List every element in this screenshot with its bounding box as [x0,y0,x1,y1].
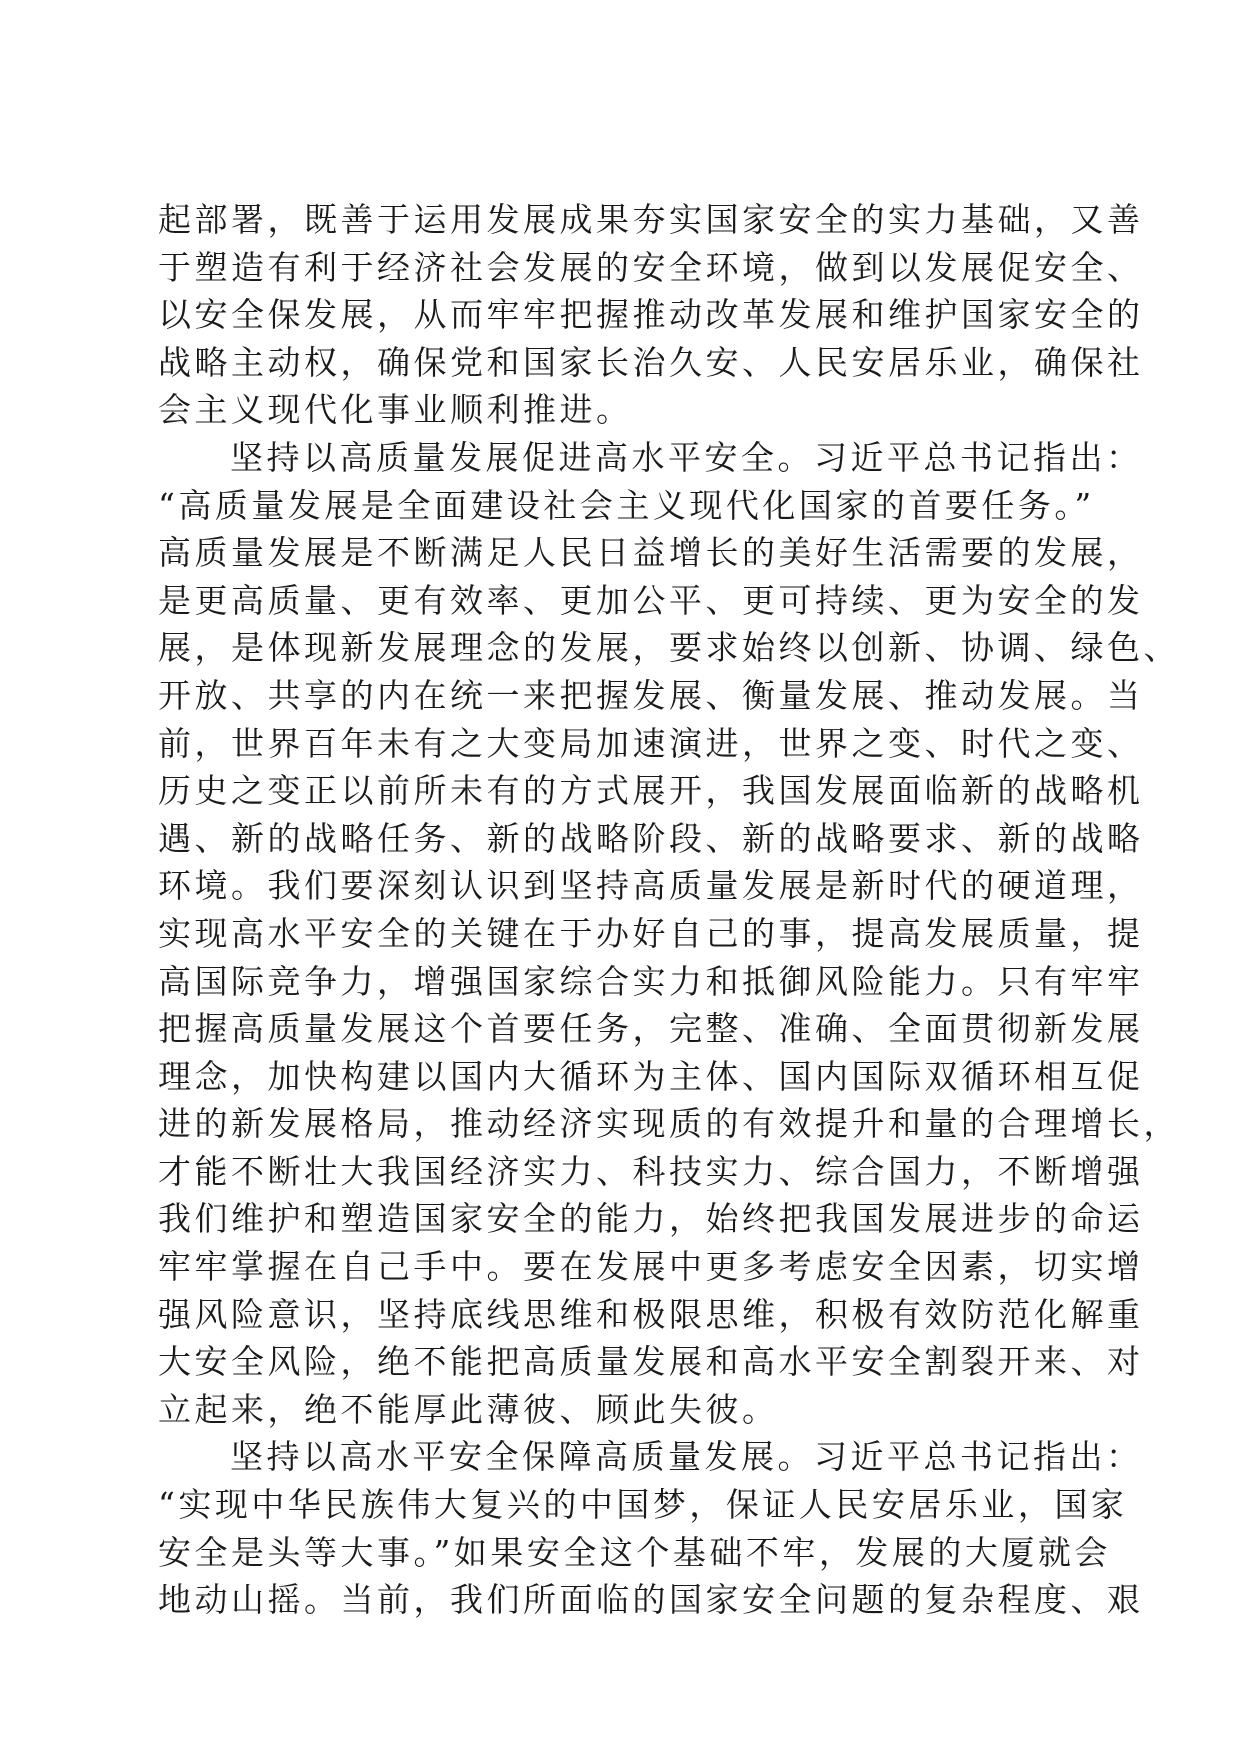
text-line: 进的新发展格局，推动经济实现质的有效提升和量的合理增长， [158,1104,1180,1144]
text-line: 实现高水平安全的关键在于办好自己的事，提高发展质量，提 [158,913,1144,953]
text-line: “高质量发展是全面建设社会主义现代化国家的首要任务。” [158,485,1095,525]
text-line: 安全是头等大事。”如果安全这个基础不牢，发展的大厦就会 [158,1532,1111,1572]
text-line: 才能不断壮大我国经济实力、科技实力、综合国力，不断增强 [158,1151,1144,1191]
text-line: 把握高质量发展这个首要任务，完整、准确、全面贯彻新发展 [158,1009,1144,1049]
text-line: 起部署，既善于运用发展成果夯实国家安全的实力基础，又善 [158,200,1144,239]
text-line: 遇、新的战略任务、新的战略阶段、新的战略要求、新的战略 [158,818,1144,858]
text-line: 是更高质量、更有效率、更加公平、更可持续、更为安全的发 [158,580,1144,620]
text-line: 地动山摇。当前，我们所面临的国家安全问题的复杂程度、艰 [158,1580,1144,1620]
text-line: 前，世界百年未有之大变局加速演进，世界之变、时代之变、 [158,723,1144,763]
text-line: 以安全保发展，从而牢牢把握推动改革发展和维护国家安全的 [158,295,1144,335]
text-line: 于塑造有利于经济社会发展的安全环境，做到以发展促安全、 [158,247,1144,287]
text-line: 强风险意识，坚持底线思维和极限思维，积极有效防范化解重 [158,1294,1144,1334]
body-text [158,196,1180,1624]
paragraph-first-line: 坚持以高质量发展促进高水平安全。习近平总书记指出： [230,437,1143,477]
paragraph-first-line: 坚持以高水平安全保障高质量发展。习近平总书记指出： [230,1437,1143,1477]
text-line: 会主义现代化事业顺利推进。 [158,390,633,430]
text-line: 高质量发展是不断满足人民日益增长的美好生活需要的发展， [158,533,1144,573]
text-line: 战略主动权，确保党和国家长治久安、人民安居乐业，确保社 [158,342,1144,382]
text-line: 牢牢掌握在自己手中。要在发展中更多考虑安全因素，切实增 [158,1247,1144,1287]
text-line: 环境。我们要深刻认识到坚持高质量发展是新时代的硬道理， [158,866,1144,906]
text-line: 开放、共享的内在统一来把握发展、衡量发展、推动发展。当 [158,675,1144,715]
text-line: 立起来，绝不能厚此薄彼、顾此失彼。 [158,1389,779,1429]
text-line: 我们维护和塑造国家安全的能力，始终把我国发展进步的命运 [158,1199,1144,1239]
text-line: 展，是体现新发展理念的发展，要求始终以创新、协调、绿色、 [158,628,1180,668]
text-line: 理念，加快构建以国内大循环为主体、国内国际双循环相互促 [158,1056,1144,1096]
text-line: 高国际竞争力，增强国家综合实力和抵御风险能力。只有牢牢 [158,961,1144,1001]
text-line: 历史之变正以前所未有的方式展开，我国发展面临新的战略机 [158,771,1144,811]
text-line: 大安全风险，绝不能把高质量发展和高水平安全割裂开来、对 [158,1342,1144,1382]
text-line: “实现中华民族伟大复兴的中国梦，保证人民安居乐业，国家 [158,1485,1128,1525]
